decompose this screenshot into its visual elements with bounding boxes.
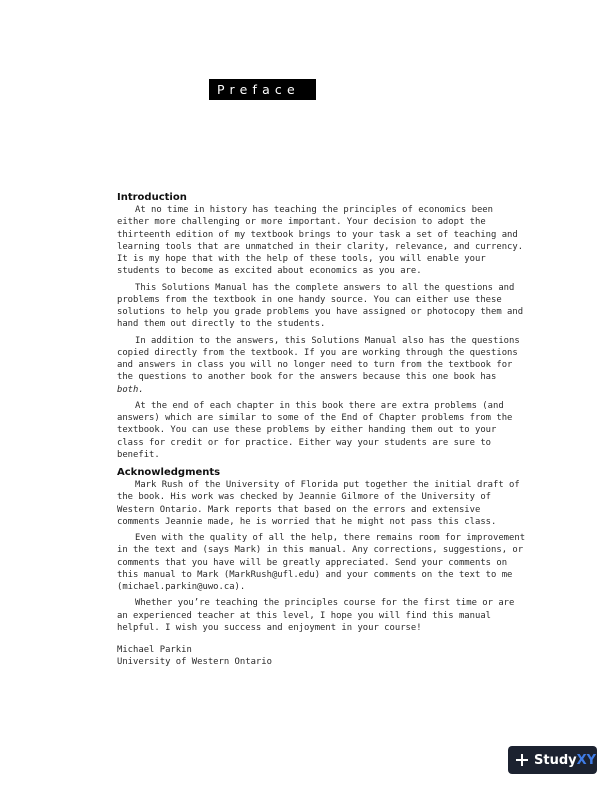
logo-study-text: Study: [534, 752, 577, 768]
intro-paragraph-3-text: In addition to the answers, this Solutions Manual also has the questions copied directly from the textbook. If you are working through the questions and answers in class you will no longer need to turn from the textbook for the questions to another book for the answers because this one book has: [117, 335, 520, 383]
logo-xy-text: XY: [576, 752, 597, 768]
introduction-heading: Introduction: [117, 192, 187, 203]
document-body: [117, 192, 577, 673]
intro-emphasis: both.: [117, 384, 144, 395]
ack-paragraph-2: Even with the quality of all the help, there remains room for improvement in the text and (says Mark) in this manual. Any corrections, suggestions, or comments that you have will be greatly appreciated. Send your comments on this manual to Mark (MarkRush@ufl.edu) and your comments on the text to me (michael.parkin@uwo.ca).: [117, 533, 526, 592]
studyxy-logo[interactable]: [508, 746, 597, 774]
preface-title: Preface: [209, 79, 316, 100]
intro-paragraph-3: [117, 335, 577, 396]
signature-name: Michael Parkin: [117, 645, 192, 655]
signature: [117, 644, 577, 669]
acknowledgments-heading: Acknowledgments: [117, 467, 221, 478]
signature-affiliation: University of Western Ontario: [117, 657, 272, 668]
intro-paragraph-1: At no time in history has teaching the principles of economics been either more challenging or more important. Your decision to adopt the thirteenth edition of my textbook brings to your task a set of teaching and learning tools that are unmatched in their clarity, relevance, and currency. It is my hope that with the help of these tools, you will enable your students to become as excited about economics as you are.: [117, 205, 524, 277]
plus-icon: [516, 754, 528, 766]
intro-paragraph-2: This Solutions Manual has the complete answers to all the questions and problems from the textbook in one handy source. You can either use these solutions to help you grade problems you have assigned or photocopy them and hand them out directly to the students.: [117, 282, 524, 330]
ack-paragraph-1: Mark Rush of the University of Florida put together the initial draft of the book. His work was checked by Jeannie Gilmore of the University of Western Ontario. Mark reports that based on the errors and extensive comments Jeannie made, he is worried that he might not pass this class.: [117, 480, 520, 527]
ack-paragraph-3: Whether you’re teaching the principles course for the first time or are an experienced teacher at this level, I hope you will find this manual helpful. I wish you success and enjoyment in your course!: [117, 598, 515, 633]
intro-paragraph-4: At the end of each chapter in this book there are extra problems (and answers) which are similar to some of the End of Chapter problems from the textbook. You can use these problems by either handing them out to your class for credit or for practice. Either way your students are sure to benefit.: [117, 400, 513, 460]
